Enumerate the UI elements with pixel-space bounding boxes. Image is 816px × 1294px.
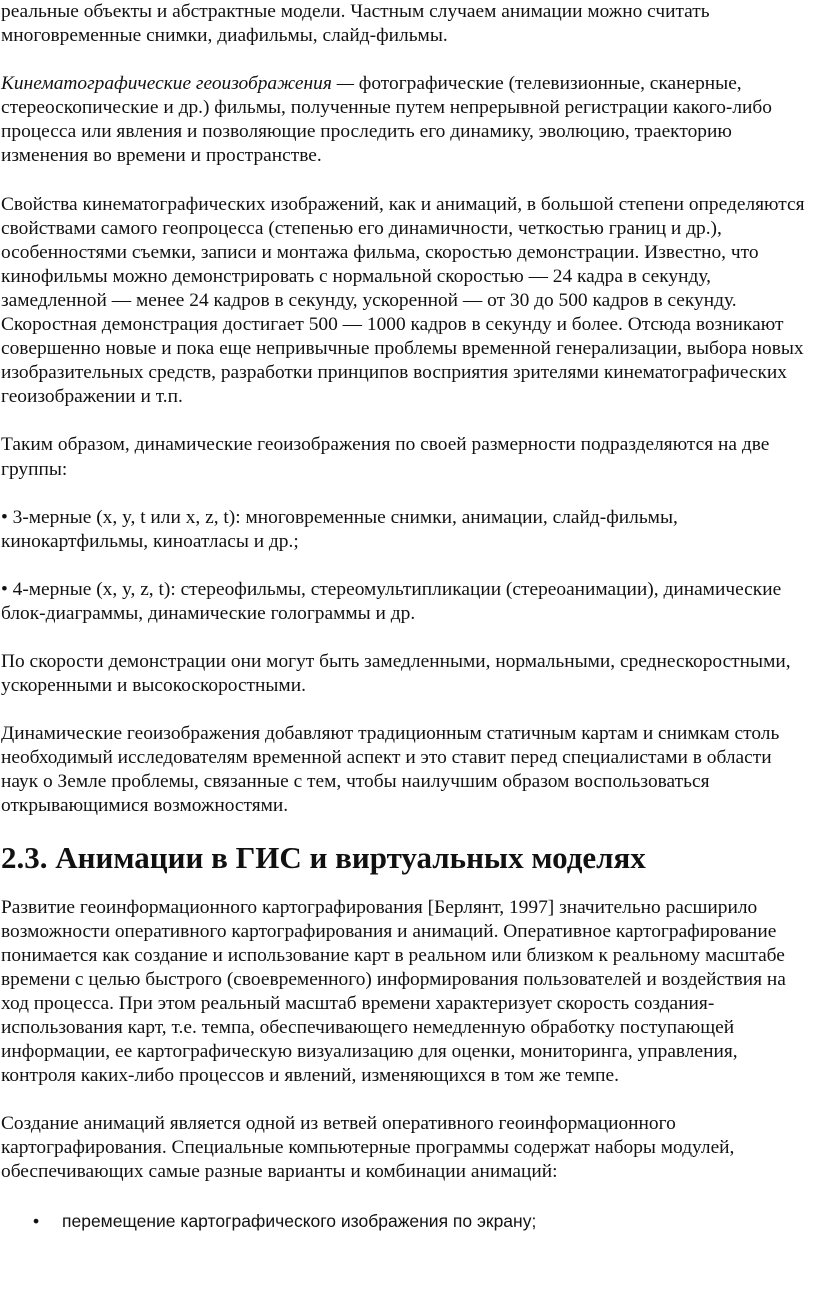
paragraph-gis-mapping: Развитие геоинформационного картографирования [Берлянт, 1997] значительно расширило возможности оперативного картографирования и анимаций. Оперативное картографирование понимается как создание и использование карт в реальном или близком к реальному масштабе времени с целью быстрого (своевременного) информирования пользователей и воздействия на ход процесса. При этом реальный масштаб времени характеризует скорость создания-использования карт, т.е. темпа, обеспечивающего немедленную обработку поступающей информации, ее картографическую визуализацию для оценки, мониторинга, управления, контроля каких-либо процессов и явлений, изменяющихся в том же темпе. xyxy=(1,896,786,1087)
paragraph-dimension-groups: Таким образом, динамические геоизображения по своей размерности подразделяются на две группы: xyxy=(1,434,770,480)
paragraph-animation-creation: Создание анимаций является одной из ветвей оперативного геоинформационного картографирования. Специальные компьютерные программы содержат наборы модулей, обеспечивающих самые разные варианты и комбинации анимаций: xyxy=(1,1113,735,1183)
animation-options-list xyxy=(1,1209,813,1233)
paragraph-cinematic-properties: Свойства кинематографических изображений, как и анимаций, в большой степени определяются свойствами самого геопроцесса (степенью его динамичности, четкостью границ и др.), особенностями съемки, записи и монтажа фильма, скоростью демонстрации. Известно, что кинофильмы можно демонстрировать с нормальной скоростью — 24 кадра в секунду, замедленной — менее 24 кадров в секунду, ускоренной — от 30 до 500 кадров в секунду. Скоростная демонстрация достигает 500 — 1000 кадров в секунду и более. Отсюда возникают совершенно новые и пока еще непривычные проблемы временной генерализации, выбора новых изобразительных средств, разработки принципов восприятия зрителями кинематографических геоизображении и т.п. xyxy=(1,193,805,408)
section-heading: 2.3. Анимации в ГИС и виртуальных моделях xyxy=(1,839,646,875)
document-page xyxy=(1,0,813,1233)
term-cinematic-geoimages: Кинематографические геоизображения — xyxy=(1,73,354,95)
paragraph-speed: По скорости демонстрации они могут быть замедленными, нормальными, среднескоростными, ускоренными и высокоскоростными. xyxy=(1,650,791,697)
paragraph-cinematic-definition xyxy=(1,72,813,168)
list-item-text: перемещение картографического изображения по экрану; xyxy=(62,1210,537,1231)
paragraph-animation-cases: реальные объекты и абстрактные модели. Частным случаем анимации можно считать многовременные снимки, диафильмы, слайд-фильмы. xyxy=(1,1,710,47)
paragraph-dynamic-geoimages: Динамические геоизображения добавляют традиционным статичным картам и снимкам столь необходимый исследователям временной аспект и это ставит перед специалистами в области наук о Земле проблемы, связанные с тем, чтобы наилучшим образом воспользоваться открывающимися возможностями. xyxy=(1,723,780,817)
bullet-icon: • xyxy=(33,1210,40,1231)
definition-text: фотографические (телевизионные, сканерные, стереоскопические и др.) фильмы, полученные путем непрерывной регистрации какого-либо процесса или явления и позволяющие проследить его динамику, эволюцию, траекторию изменения во времени и пространстве. xyxy=(1,73,772,167)
paragraph-4d-group: • 4-мерные (x, y, z, t): стереофильмы, стереомультипликации (стереоанимации), динамические блок-диаграммы, динамические голограммы и др. xyxy=(1,578,782,624)
list-item xyxy=(1,1209,813,1233)
paragraph-3d-group: • 3-мерные (x, y, t или x, z, t): многовременные снимки, анимации, слайд-фильмы, кинокартфильмы, киноатласы и др.; xyxy=(1,506,678,552)
